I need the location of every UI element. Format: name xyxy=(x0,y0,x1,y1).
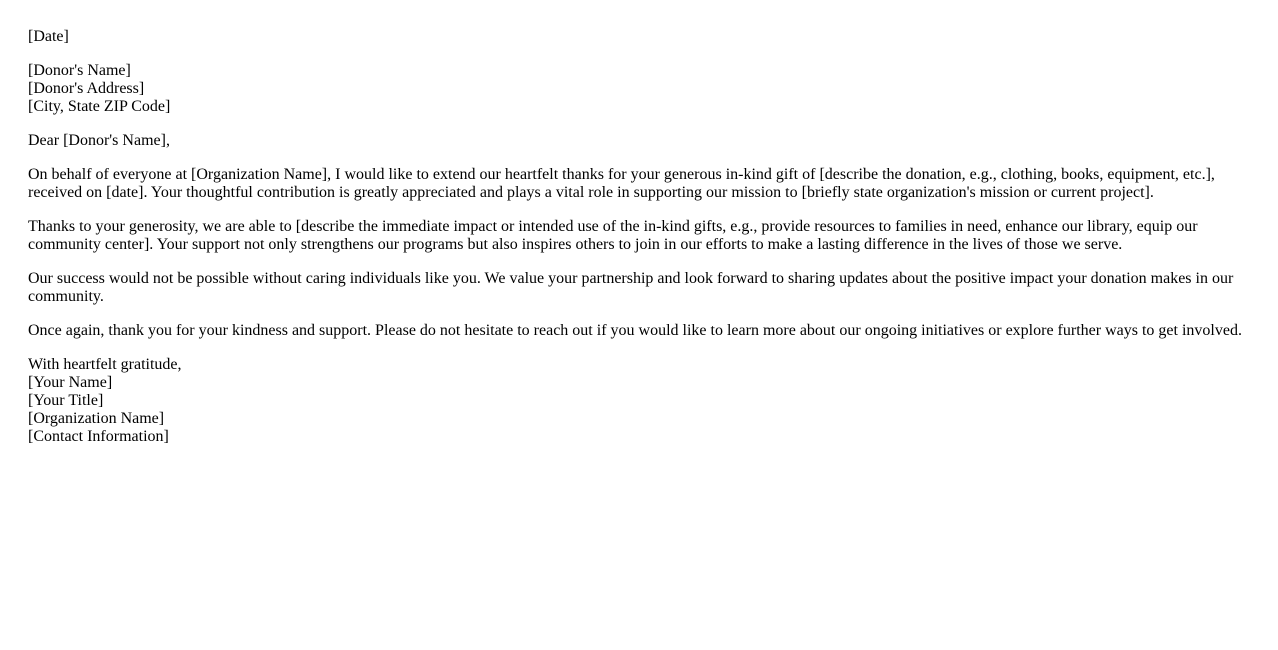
body-paragraph-impact: Thanks to your generosity, we are able to [describe the immediate impact or intended use of the in-kind gifts, e.g., provide resources to families in need, enhance our library, equip our community center]. Your support not only strengthens our programs but also inspires others to join in our efforts to make a lasting difference in the lives of those we serve. xyxy=(28,218,1198,253)
salutation-block xyxy=(28,132,1250,150)
body-paragraph-partnership: Our success would not be possible without caring individuals like you. We value your partnership and look forward to sharing updates about the positive impact your donation makes in our community. xyxy=(28,270,1234,305)
sender-contact-info: [Contact Information] xyxy=(28,428,169,445)
letter-date: [Date] xyxy=(28,28,69,45)
valediction: With heartfelt gratitude, xyxy=(28,356,182,373)
date-block xyxy=(28,28,1250,46)
recipient-address: [Donor's Address] xyxy=(28,80,145,97)
salutation: Dear [Donor's Name], xyxy=(28,132,170,149)
sender-name: [Your Name] xyxy=(28,374,113,391)
signature-block xyxy=(28,356,1250,446)
sender-title: [Your Title] xyxy=(28,392,104,409)
recipient-city-state-zip: [City, State ZIP Code] xyxy=(28,98,171,115)
recipient-name: [Donor's Name] xyxy=(28,62,131,79)
body-paragraph-gratitude: On behalf of everyone at [Organization Name], I would like to extend our heartfelt thanks for your generous in-kind gift of [describe the donation, e.g., clothing, books, equipment, etc.], received on [date]. Your thoughtful contribution is greatly appreciated and plays a vital role in supporting our mission to [briefly state organization's mission or current project]. xyxy=(28,166,1215,201)
body-paragraph-closing-thanks: Once again, thank you for your kindness and support. Please do not hesitate to reach out if you would like to learn more about our ongoing initiatives or explore further ways to get involved. xyxy=(28,322,1242,339)
sender-organization: [Organization Name] xyxy=(28,410,165,427)
recipient-address-block xyxy=(28,62,1250,116)
